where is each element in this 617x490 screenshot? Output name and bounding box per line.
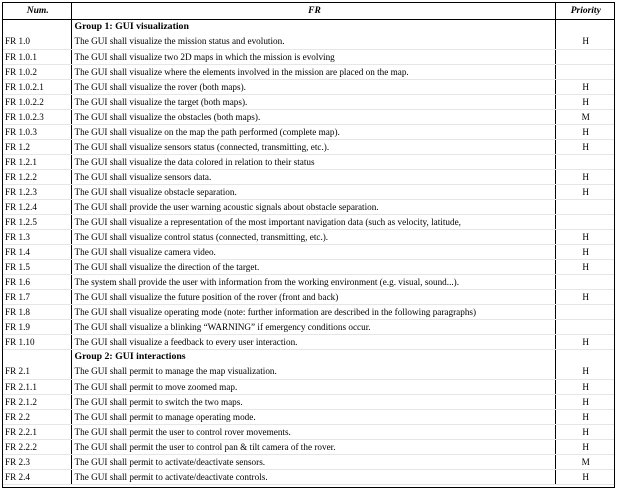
table-header-row — [3, 3, 614, 19]
priority-cell: H — [555, 259, 614, 274]
fr-cell: The GUI shall visualize sensors data. — [71, 169, 555, 184]
num-cell: FR 1.0.2 — [3, 64, 71, 79]
table-row — [3, 439, 614, 454]
table-row — [3, 244, 614, 259]
num-cell: FR 1.2.4 — [3, 199, 71, 214]
table-row — [3, 364, 614, 379]
fr-cell: The GUI shall visualize operating mode (note: further information are described in the following paragraphs) — [71, 304, 555, 319]
table-row — [3, 409, 614, 424]
table-row — [3, 454, 614, 469]
priority-cell: H — [555, 124, 614, 139]
table-row — [3, 379, 614, 394]
num-cell: FR 1.2.2 — [3, 169, 71, 184]
num-cell: FR 2.1 — [3, 364, 71, 379]
fr-cell: The GUI shall permit to activate/deactivate controls. — [71, 469, 555, 484]
table-row — [3, 274, 614, 289]
table-row — [3, 214, 614, 229]
num-cell: FR 1.3 — [3, 229, 71, 244]
num-cell: FR 2.4 — [3, 469, 71, 484]
table-row — [3, 394, 614, 409]
num-cell: FR 1.0.2.3 — [3, 109, 71, 124]
num-cell: FR 1.6 — [3, 274, 71, 289]
priority-cell — [555, 349, 614, 364]
num-cell: FR 2.2.2 — [3, 439, 71, 454]
table-row — [3, 139, 614, 154]
priority-cell — [555, 64, 614, 79]
priority-cell: M — [555, 454, 614, 469]
num-cell: FR 1.2.3 — [3, 184, 71, 199]
priority-cell — [555, 214, 614, 229]
table-row — [3, 154, 614, 169]
fr-cell: The GUI shall visualize two 2D maps in which the mission is evolving — [71, 49, 555, 64]
table-row — [3, 424, 614, 439]
priority-cell — [555, 304, 614, 319]
fr-cell: The GUI shall permit to move zoomed map. — [71, 379, 555, 394]
group-heading-row — [3, 349, 614, 364]
num-cell: FR 1.8 — [3, 304, 71, 319]
table-row — [3, 469, 614, 484]
fr-cell: The GUI shall visualize control status (connected, transmitting, etc.). — [71, 229, 555, 244]
num-cell: FR 2.1.2 — [3, 394, 71, 409]
table-row — [3, 34, 614, 49]
table-row — [3, 124, 614, 139]
priority-cell: H — [555, 334, 614, 349]
group-heading-row — [3, 19, 614, 34]
fr-cell: The GUI shall visualize the target (both maps). — [71, 94, 555, 109]
num-cell: FR 1.0.3 — [3, 124, 71, 139]
priority-cell — [555, 319, 614, 334]
num-cell: FR 1.0.2.2 — [3, 94, 71, 109]
fr-cell: The GUI shall provide the user warning acoustic signals about obstacle separation. — [71, 199, 555, 214]
fr-cell: The GUI shall visualize the rover (both maps). — [71, 79, 555, 94]
num-cell: FR 1.0.1 — [3, 49, 71, 64]
fr-cell: The GUI shall permit to activate/deactivate sensors. — [71, 454, 555, 469]
num-cell: FR 1.9 — [3, 319, 71, 334]
fr-cell: The GUI shall visualize a blinking “WARNING” if emergency conditions occur. — [71, 319, 555, 334]
priority-cell: M — [555, 109, 614, 124]
fr-cell: The GUI shall visualize the future position of the rover (front and back) — [71, 289, 555, 304]
table-row — [3, 64, 614, 79]
table-row — [3, 79, 614, 94]
fr-cell: The GUI shall visualize the mission status and evolution. — [71, 34, 555, 49]
priority-cell: H — [555, 364, 614, 379]
table-body — [3, 19, 614, 484]
priority-cell — [555, 49, 614, 64]
requirements-table-frame — [2, 2, 615, 488]
num-cell: FR 2.2.1 — [3, 424, 71, 439]
priority-cell: H — [555, 379, 614, 394]
fr-cell: The GUI shall visualize sensors status (connected, transmitting, etc.). — [71, 139, 555, 154]
fr-cell: The GUI shall permit to manage the map visualization. — [71, 364, 555, 379]
num-cell: FR 2.2 — [3, 409, 71, 424]
num-cell: FR 1.2.5 — [3, 214, 71, 229]
requirements-table — [3, 3, 614, 485]
fr-cell: Group 1: GUI visualization — [71, 19, 555, 34]
num-cell: FR 1.2 — [3, 139, 71, 154]
priority-cell: H — [555, 169, 614, 184]
priority-cell: H — [555, 34, 614, 49]
priority-cell: H — [555, 394, 614, 409]
fr-cell: The GUI shall permit to switch the two maps. — [71, 394, 555, 409]
num-cell: FR 2.3 — [3, 454, 71, 469]
header-priority: Priority — [555, 3, 614, 19]
fr-cell: The GUI shall visualize camera video. — [71, 244, 555, 259]
fr-cell: The GUI shall visualize the obstacles (both maps). — [71, 109, 555, 124]
table-row — [3, 259, 614, 274]
num-cell: FR 1.4 — [3, 244, 71, 259]
priority-cell: H — [555, 94, 614, 109]
fr-cell: Group 2: GUI interactions — [71, 349, 555, 364]
table-row — [3, 49, 614, 64]
num-cell: FR 1.5 — [3, 259, 71, 274]
table-row — [3, 199, 614, 214]
table-row — [3, 319, 614, 334]
num-cell: FR 1.10 — [3, 334, 71, 349]
fr-cell: The GUI shall visualize a representation of the most important navigation data (such as velocity, latitude, — [71, 214, 555, 229]
priority-cell: H — [555, 409, 614, 424]
priority-cell — [555, 274, 614, 289]
num-cell — [3, 349, 71, 364]
table-row — [3, 334, 614, 349]
num-cell: FR 1.2.1 — [3, 154, 71, 169]
priority-cell — [555, 19, 614, 34]
header-num: Num. — [3, 3, 71, 19]
num-cell: FR 1.7 — [3, 289, 71, 304]
fr-cell: The GUI shall permit to manage operating mode. — [71, 409, 555, 424]
priority-cell: H — [555, 184, 614, 199]
fr-cell: The GUI shall visualize the data colored in relation to their status — [71, 154, 555, 169]
priority-cell: H — [555, 244, 614, 259]
num-cell: FR 1.0 — [3, 34, 71, 49]
header-fr: FR — [71, 3, 555, 19]
priority-cell: H — [555, 79, 614, 94]
table-row — [3, 184, 614, 199]
fr-cell: The GUI shall permit the user to control rover movements. — [71, 424, 555, 439]
table-row — [3, 289, 614, 304]
fr-cell: The GUI shall visualize where the elements involved in the mission are placed on the map. — [71, 64, 555, 79]
table-row — [3, 229, 614, 244]
priority-cell: H — [555, 439, 614, 454]
fr-cell: The GUI shall visualize a feedback to every user interaction. — [71, 334, 555, 349]
table-row — [3, 304, 614, 319]
num-cell: FR 1.0.2.1 — [3, 79, 71, 94]
num-cell: FR 2.1.1 — [3, 379, 71, 394]
priority-cell: H — [555, 424, 614, 439]
priority-cell — [555, 199, 614, 214]
fr-cell: The GUI shall visualize the direction of the target. — [71, 259, 555, 274]
priority-cell — [555, 154, 614, 169]
num-cell — [3, 19, 71, 34]
fr-cell: The GUI shall permit the user to control pan & tilt camera of the rover. — [71, 439, 555, 454]
fr-cell: The system shall provide the user with information from the working environment (e.g. visual, sound...). — [71, 274, 555, 289]
priority-cell: H — [555, 139, 614, 154]
priority-cell: H — [555, 469, 614, 484]
priority-cell: H — [555, 229, 614, 244]
priority-cell: H — [555, 289, 614, 304]
fr-cell: The GUI shall visualize on the map the path performed (complete map). — [71, 124, 555, 139]
fr-cell: The GUI shall visualize obstacle separation. — [71, 184, 555, 199]
table-row — [3, 94, 614, 109]
table-row — [3, 109, 614, 124]
table-row — [3, 169, 614, 184]
